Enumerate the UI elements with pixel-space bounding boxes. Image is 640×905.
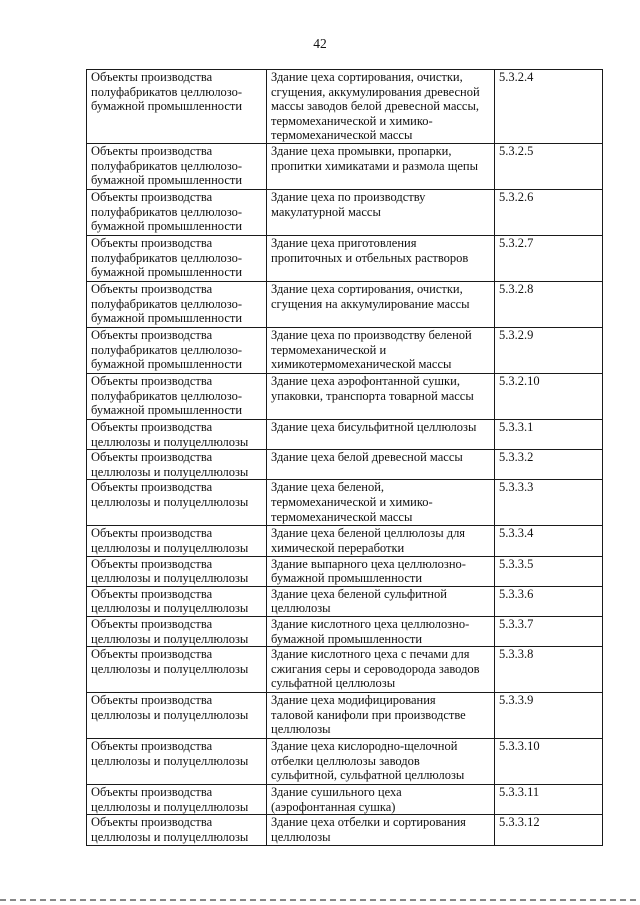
code-cell: 5.3.3.1	[495, 420, 603, 450]
object-cell: Объекты производства полуфабрикатов целлюлозо- бумажной промышленности	[87, 374, 267, 420]
table-row	[87, 420, 603, 450]
building-cell: Здание цеха модифицирования таловой канифоли при производстве целлюлозы	[267, 693, 495, 739]
building-cell: Здание цеха промывки, пропарки, пропитки химикатами и размола щепы	[267, 144, 495, 190]
building-cell: Здание кислотного цеха целлюлозно- бумажной промышленности	[267, 616, 495, 646]
scan-edge-divider	[0, 899, 640, 901]
code-cell: 5.3.3.5	[495, 556, 603, 586]
building-cell: Здание сушильного цеха (аэрофонтанная сушка)	[267, 785, 495, 815]
object-cell: Объекты производства полуфабрикатов целлюлозо- бумажной промышленности	[87, 144, 267, 190]
building-cell: Здание цеха беленой целлюлозы для химической переработки	[267, 526, 495, 556]
building-cell: Здание цеха по производству макулатурной массы	[267, 190, 495, 236]
object-cell: Объекты производства целлюлозы и полуцеллюлозы	[87, 647, 267, 693]
building-cell: Здание цеха по производству беленой термомеханической и химикотермомеханической массы	[267, 328, 495, 374]
object-cell: Объекты производства полуфабрикатов целлюлозо- бумажной промышленности	[87, 328, 267, 374]
object-cell: Объекты производства целлюлозы и полуцеллюлозы	[87, 785, 267, 815]
code-cell: 5.3.3.11	[495, 785, 603, 815]
code-cell: 5.3.3.8	[495, 647, 603, 693]
table-row	[87, 586, 603, 616]
building-cell: Здание цеха отбелки и сортирования целлюлозы	[267, 815, 495, 845]
building-cell: Здание цеха беленой, термомеханической и химико- термомеханической массы	[267, 480, 495, 526]
code-cell: 5.3.3.6	[495, 586, 603, 616]
code-cell: 5.3.3.4	[495, 526, 603, 556]
table-row	[87, 526, 603, 556]
building-cell: Здание цеха аэрофонтанной сушки, упаковки, транспорта товарной массы	[267, 374, 495, 420]
table-row	[87, 450, 603, 480]
table-row	[87, 480, 603, 526]
table-row	[87, 785, 603, 815]
object-cell: Объекты производства целлюлозы и полуцеллюлозы	[87, 739, 267, 785]
building-cell: Здание цеха сортирования, очистки, сгущения, аккумулирования древесной массы заводов белой древесной массы, термомеханической и химико- термомеханической массы	[267, 70, 495, 144]
table-row	[87, 616, 603, 646]
code-cell: 5.3.2.9	[495, 328, 603, 374]
building-cell: Здание цеха приготовления пропиточных и отбельных растворов	[267, 236, 495, 282]
object-cell: Объекты производства целлюлозы и полуцеллюлозы	[87, 480, 267, 526]
object-cell: Объекты производства целлюлозы и полуцеллюлозы	[87, 616, 267, 646]
page-number: 42	[313, 36, 327, 51]
code-cell: 5.3.2.8	[495, 282, 603, 328]
object-cell: Объекты производства целлюлозы и полуцеллюлозы	[87, 693, 267, 739]
object-cell: Объекты производства целлюлозы и полуцеллюлозы	[87, 420, 267, 450]
building-cell: Здание цеха кислородно-щелочной отбелки целлюлозы заводов сульфитной, сульфатной целлюлозы	[267, 739, 495, 785]
code-cell: 5.3.2.10	[495, 374, 603, 420]
code-cell: 5.3.3.7	[495, 616, 603, 646]
table-row	[87, 556, 603, 586]
code-cell: 5.3.3.2	[495, 450, 603, 480]
code-cell: 5.3.3.3	[495, 480, 603, 526]
object-cell: Объекты производства полуфабрикатов целлюлозо- бумажной промышленности	[87, 282, 267, 328]
building-cell: Здание выпарного цеха целлюлозно- бумажной промышленности	[267, 556, 495, 586]
table-row	[87, 647, 603, 693]
table-row	[87, 282, 603, 328]
table-row	[87, 693, 603, 739]
object-cell: Объекты производства целлюлозы и полуцеллюлозы	[87, 450, 267, 480]
table-row	[87, 739, 603, 785]
table-row	[87, 236, 603, 282]
building-cell: Здание цеха беленой сульфитной целлюлозы	[267, 586, 495, 616]
code-cell: 5.3.2.5	[495, 144, 603, 190]
object-cell: Объекты производства целлюлозы и полуцеллюлозы	[87, 526, 267, 556]
table-row	[87, 144, 603, 190]
object-cell: Объекты производства целлюлозы и полуцеллюлозы	[87, 815, 267, 845]
building-cell: Здание цеха белой древесной массы	[267, 450, 495, 480]
code-cell: 5.3.2.6	[495, 190, 603, 236]
table-row	[87, 815, 603, 845]
table-row	[87, 328, 603, 374]
table-row	[87, 70, 603, 144]
object-cell: Объекты производства полуфабрикатов целлюлозо- бумажной промышленности	[87, 70, 267, 144]
code-cell: 5.3.3.12	[495, 815, 603, 845]
object-cell: Объекты производства целлюлозы и полуцеллюлозы	[87, 586, 267, 616]
object-cell: Объекты производства полуфабрикатов целлюлозо- бумажной промышленности	[87, 236, 267, 282]
object-cell: Объекты производства целлюлозы и полуцеллюлозы	[87, 556, 267, 586]
table-row	[87, 374, 603, 420]
code-cell: 5.3.3.10	[495, 739, 603, 785]
code-cell: 5.3.2.7	[495, 236, 603, 282]
building-cell: Здание кислотного цеха с печами для сжигания серы и сероводорода заводов сульфатной целлюлозы	[267, 647, 495, 693]
building-cell: Здание цеха бисульфитной целлюлозы	[267, 420, 495, 450]
code-cell: 5.3.2.4	[495, 70, 603, 144]
building-cell: Здание цеха сортирования, очистки, сгущения на аккумулирование массы	[267, 282, 495, 328]
object-cell: Объекты производства полуфабрикатов целлюлозо- бумажной промышленности	[87, 190, 267, 236]
table-row	[87, 190, 603, 236]
facilities-table	[86, 69, 603, 846]
code-cell: 5.3.3.9	[495, 693, 603, 739]
